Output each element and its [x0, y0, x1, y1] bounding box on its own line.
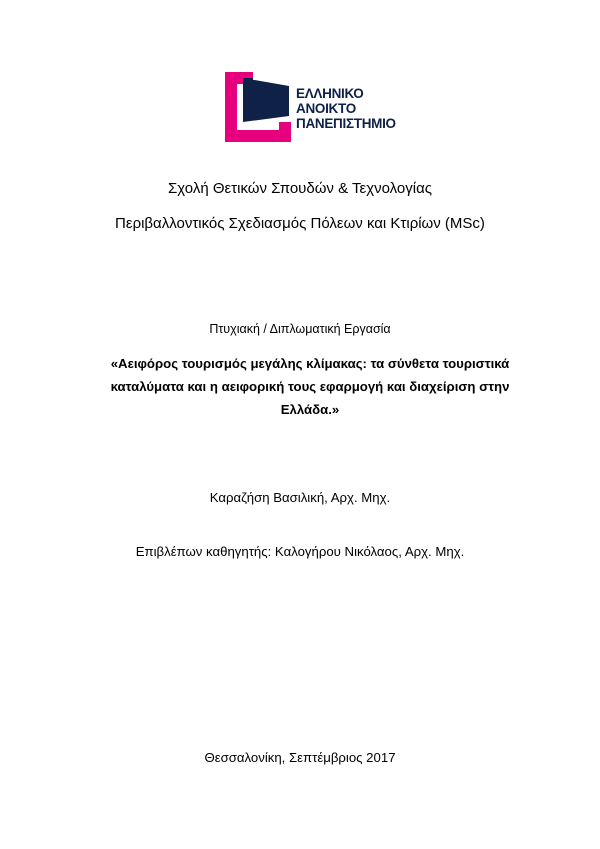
place-date: Θεσσαλονίκη, Σεπτέμβριος 2017: [204, 750, 396, 765]
thesis-title-line-2: καταλύματα και η αειφορική τους εφαρμογή και διαχείριση στην: [110, 379, 510, 394]
thesis-title: [96, 352, 524, 421]
thesis-title-line-3: Ελλάδα.»: [280, 402, 340, 417]
university-logo: [223, 70, 413, 144]
logo-line-1: ΕΛΛΗΝΙΚΟ: [296, 86, 364, 101]
author-name: Καραζήση Βασιλική, Αρχ. Μηχ.: [209, 490, 391, 505]
school-name: Σχολή Θετικών Σπουδών & Τεχνολογίας: [168, 180, 432, 197]
logo-wordmark: [296, 86, 416, 131]
logo-line-3: ΠΑΝΕΠΙΣΤΗΜΙΟ: [296, 116, 396, 131]
logo-mark-icon: [223, 70, 295, 144]
thesis-title-line-1: «Αειφόρος τουρισμός μεγάλης κλίμακας: τα σύνθετα τουριστικά: [110, 356, 510, 371]
thesis-type: Πτυχιακή / Διπλωματική Εργασία: [209, 322, 391, 336]
logo-line-2: ΑΝΟΙΚΤΟ: [296, 101, 356, 116]
program-name: Περιβαλλοντικός Σχεδιασμός Πόλεων και Κτιρίων (MSc): [115, 215, 485, 232]
supervisor-name: Επιβλέπων καθηγητής: Καλογήρου Νικόλαος, Αρχ. Μηχ.: [135, 544, 465, 559]
